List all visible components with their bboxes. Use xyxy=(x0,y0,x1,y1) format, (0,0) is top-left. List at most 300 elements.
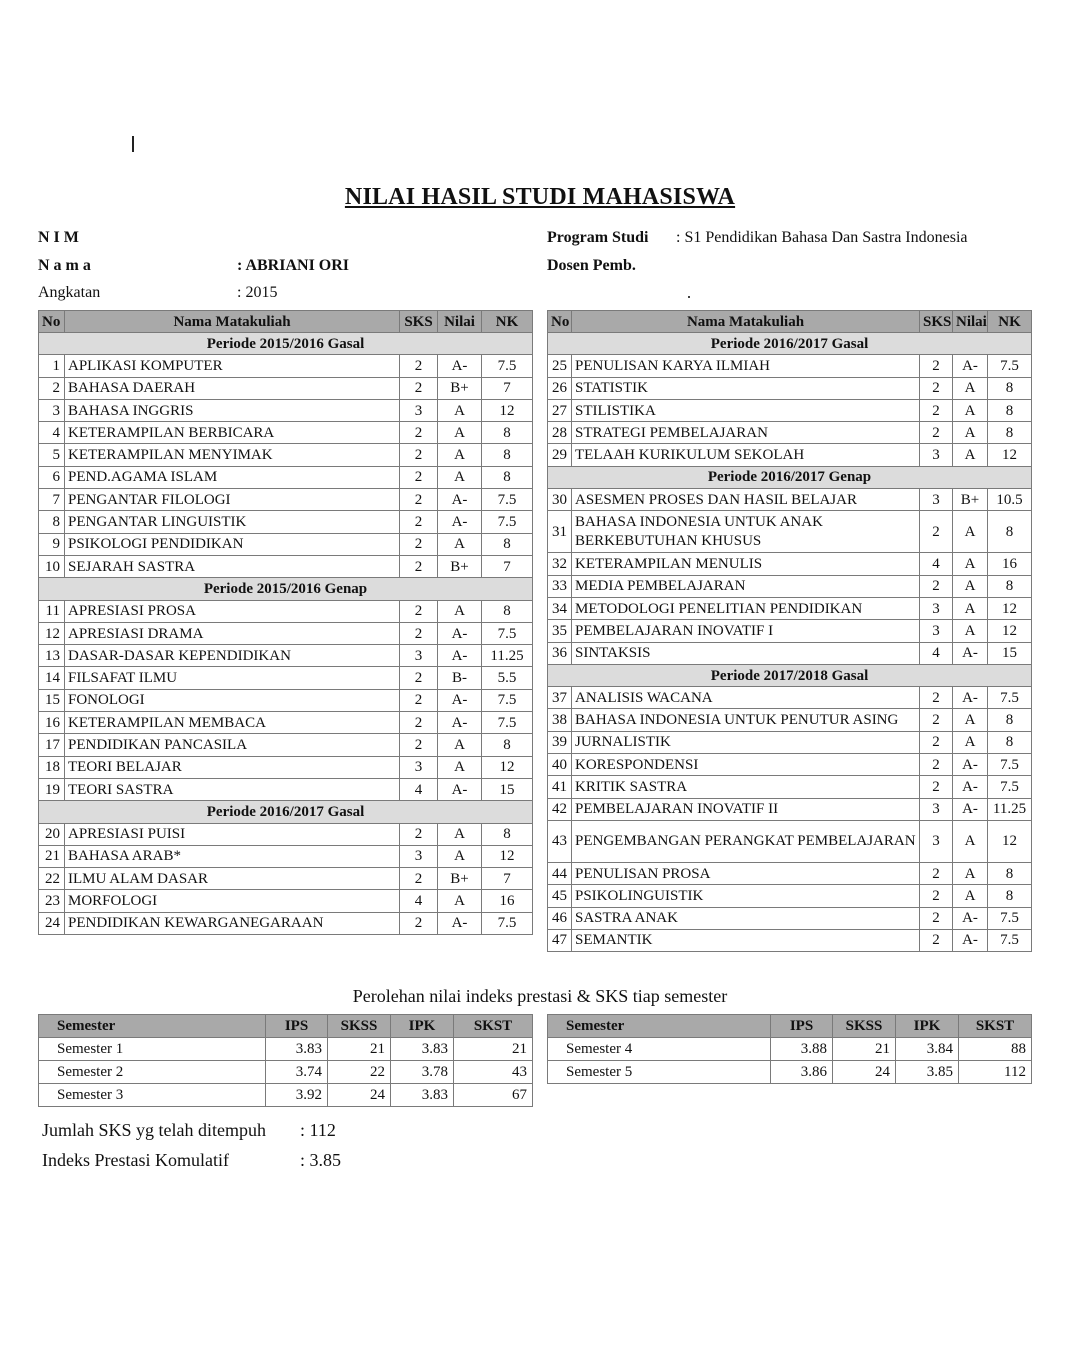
semester-skst: 21 xyxy=(454,1038,533,1061)
course-name: KETERAMPILAN MENYIMAK xyxy=(65,444,400,466)
semester-skss: 22 xyxy=(328,1061,391,1084)
course-name: SEMANTIK xyxy=(572,929,920,951)
course-name: APRESIASI PROSA xyxy=(65,600,400,622)
course-nk: 8 xyxy=(988,422,1032,444)
course-nilai: B- xyxy=(438,667,482,689)
course-nilai: A- xyxy=(953,929,988,951)
grades-table-left xyxy=(38,310,533,935)
course-row xyxy=(548,776,1032,798)
period-row xyxy=(548,466,1032,488)
course-sks: 2 xyxy=(920,754,953,776)
course-row xyxy=(39,868,533,890)
course-row xyxy=(39,555,533,577)
nama-value: : ABRIANI ORI xyxy=(237,257,350,274)
semester-ipk: 3.83 xyxy=(391,1038,454,1061)
course-name: BAHASA ARAB* xyxy=(65,845,400,867)
course-no: 35 xyxy=(548,620,572,642)
course-sks: 3 xyxy=(400,756,438,778)
semester-ipk: 3.78 xyxy=(391,1061,454,1084)
semester-row xyxy=(39,1061,533,1084)
semester-name: Semester 4 xyxy=(548,1038,771,1061)
course-no: 24 xyxy=(39,912,65,934)
semester-ips: 3.74 xyxy=(266,1061,328,1084)
header-name: Nama Matakuliah xyxy=(65,311,400,333)
course-sks: 2 xyxy=(400,712,438,734)
course-nilai: A- xyxy=(953,642,988,664)
course-name: STATISTIK xyxy=(572,377,920,399)
semester-skss: 24 xyxy=(328,1084,391,1107)
course-row xyxy=(548,885,1032,907)
course-nk: 11.25 xyxy=(482,645,533,667)
semester-table-left xyxy=(38,1014,533,1107)
course-sks: 2 xyxy=(920,929,953,951)
course-sks: 3 xyxy=(920,597,953,619)
top-band xyxy=(0,0,1080,135)
course-nilai: A- xyxy=(438,712,482,734)
course-sks: 2 xyxy=(920,355,953,377)
header-no: No xyxy=(548,311,572,333)
course-sks: 2 xyxy=(400,444,438,466)
course-name: APRESIASI PUISI xyxy=(65,823,400,845)
course-nilai: A xyxy=(953,620,988,642)
course-no: 37 xyxy=(548,687,572,709)
course-name: PSIKOLINGUISTIK xyxy=(572,885,920,907)
course-nilai: A xyxy=(438,399,482,421)
course-no: 6 xyxy=(39,466,65,488)
course-name: PSIKOLOGI PENDIDIKAN xyxy=(65,533,400,555)
semester-ipk: 3.83 xyxy=(391,1084,454,1107)
course-no: 2 xyxy=(39,377,65,399)
course-nk: 7.5 xyxy=(988,907,1032,929)
course-name: TEORI BELAJAR xyxy=(65,756,400,778)
course-name: BAHASA INGGRIS xyxy=(65,399,400,421)
course-sks: 2 xyxy=(920,885,953,907)
course-no: 3 xyxy=(39,399,65,421)
semester-header-row xyxy=(39,1015,533,1038)
header-skss: SKSS xyxy=(833,1015,896,1038)
header-skss: SKSS xyxy=(328,1015,391,1038)
course-nilai: A xyxy=(953,885,988,907)
course-no: 9 xyxy=(39,533,65,555)
course-name: SASTRA ANAK xyxy=(572,907,920,929)
course-sks: 2 xyxy=(920,709,953,731)
course-nilai: A- xyxy=(953,907,988,929)
course-row xyxy=(39,422,533,444)
semester-ipk: 3.85 xyxy=(896,1061,959,1084)
course-nilai: A xyxy=(438,466,482,488)
course-no: 12 xyxy=(39,622,65,644)
course-nilai: A xyxy=(438,600,482,622)
course-name: TEORI SASTRA xyxy=(65,778,400,800)
header-skst: SKST xyxy=(454,1015,533,1038)
period-row xyxy=(548,333,1032,355)
course-name: PENDIDIKAN KEWARGANEGARAAN xyxy=(65,912,400,934)
course-nk: 8 xyxy=(482,466,533,488)
course-row xyxy=(39,823,533,845)
course-nk: 12 xyxy=(988,597,1032,619)
semester-ips: 3.88 xyxy=(771,1038,833,1061)
course-sks: 3 xyxy=(920,489,953,511)
course-nk: 12 xyxy=(482,845,533,867)
course-row xyxy=(39,377,533,399)
course-nilai: A xyxy=(953,511,988,553)
course-row xyxy=(39,489,533,511)
course-nk: 11.25 xyxy=(988,798,1032,820)
course-sks: 2 xyxy=(400,511,438,533)
course-sks: 3 xyxy=(920,620,953,642)
course-sks: 2 xyxy=(920,776,953,798)
course-nk: 12 xyxy=(482,399,533,421)
semester-table-right xyxy=(547,1014,1032,1084)
course-no: 16 xyxy=(39,712,65,734)
course-sks: 4 xyxy=(920,642,953,664)
semester-ips: 3.83 xyxy=(266,1038,328,1061)
course-row xyxy=(548,620,1032,642)
course-name: BAHASA DAERAH xyxy=(65,377,400,399)
course-no: 13 xyxy=(39,645,65,667)
course-sks: 2 xyxy=(920,687,953,709)
semester-ipk: 3.84 xyxy=(896,1038,959,1061)
course-sks: 2 xyxy=(400,667,438,689)
course-no: 7 xyxy=(39,489,65,511)
course-row xyxy=(548,597,1032,619)
course-row xyxy=(39,399,533,421)
course-sks: 2 xyxy=(400,622,438,644)
course-row xyxy=(39,533,533,555)
course-no: 44 xyxy=(548,862,572,884)
course-name: KETERAMPILAN MENULIS xyxy=(572,553,920,575)
course-nilai: A- xyxy=(438,645,482,667)
period-label: Periode 2017/2018 Gasal xyxy=(548,664,1032,686)
course-row xyxy=(39,912,533,934)
course-sks: 3 xyxy=(400,399,438,421)
course-sks: 2 xyxy=(400,466,438,488)
course-nk: 8 xyxy=(988,377,1032,399)
course-no: 15 xyxy=(39,689,65,711)
header-ipk: IPK xyxy=(896,1015,959,1038)
course-nilai: A xyxy=(953,820,988,862)
course-row xyxy=(548,553,1032,575)
semester-skss: 21 xyxy=(833,1038,896,1061)
course-nk: 8 xyxy=(482,823,533,845)
course-nk: 7.5 xyxy=(482,355,533,377)
course-nilai: B+ xyxy=(953,489,988,511)
prodi-label: Program Studi xyxy=(547,229,649,246)
course-nk: 8 xyxy=(988,575,1032,597)
course-nk: 8 xyxy=(988,885,1032,907)
prodi-value: : S1 Pendidikan Bahasa Dan Sastra Indonesia xyxy=(676,229,968,246)
semester-name: Semester 3 xyxy=(39,1084,266,1107)
course-sks: 3 xyxy=(920,444,953,466)
course-name: PEMBELAJARAN INOVATIF I xyxy=(572,620,920,642)
course-name: KORESPONDENSI xyxy=(572,754,920,776)
course-nk: 8 xyxy=(482,444,533,466)
course-sks: 2 xyxy=(920,575,953,597)
course-nk: 7.5 xyxy=(988,929,1032,951)
course-sks: 2 xyxy=(400,377,438,399)
course-sks: 2 xyxy=(920,731,953,753)
course-name: TELAAH KURIKULUM SEKOLAH xyxy=(572,444,920,466)
course-nilai: A- xyxy=(438,511,482,533)
course-sks: 2 xyxy=(920,377,953,399)
semester-name: Semester 1 xyxy=(39,1038,266,1061)
course-nk: 8 xyxy=(482,600,533,622)
course-row xyxy=(548,575,1032,597)
course-no: 17 xyxy=(39,734,65,756)
course-no: 10 xyxy=(39,555,65,577)
course-nilai: A xyxy=(438,734,482,756)
header-nk: NK xyxy=(482,311,533,333)
course-row xyxy=(39,890,533,912)
course-no: 18 xyxy=(39,756,65,778)
course-row xyxy=(548,687,1032,709)
semester-skss: 21 xyxy=(328,1038,391,1061)
course-no: 38 xyxy=(548,709,572,731)
course-nilai: A xyxy=(438,845,482,867)
course-nilai: A xyxy=(953,553,988,575)
course-name: PEMBELAJARAN INOVATIF II xyxy=(572,798,920,820)
semester-skst: 88 xyxy=(959,1038,1032,1061)
semester-skst: 43 xyxy=(454,1061,533,1084)
course-nk: 16 xyxy=(988,553,1032,575)
semester-ips: 3.86 xyxy=(771,1061,833,1084)
course-name: FILSAFAT ILMU xyxy=(65,667,400,689)
course-nk: 10.5 xyxy=(988,489,1032,511)
course-name: ILMU ALAM DASAR xyxy=(65,868,400,890)
course-nk: 5.5 xyxy=(482,667,533,689)
course-no: 33 xyxy=(548,575,572,597)
course-sks: 4 xyxy=(400,890,438,912)
semester-ips: 3.92 xyxy=(266,1084,328,1107)
course-nilai: A xyxy=(438,533,482,555)
course-no: 5 xyxy=(39,444,65,466)
course-nilai: A- xyxy=(953,798,988,820)
course-row xyxy=(548,862,1032,884)
course-row xyxy=(39,444,533,466)
course-sks: 2 xyxy=(920,422,953,444)
course-row xyxy=(39,845,533,867)
course-name: APRESIASI DRAMA xyxy=(65,622,400,644)
course-nk: 7.5 xyxy=(988,355,1032,377)
course-no: 23 xyxy=(39,890,65,912)
course-nilai: A- xyxy=(438,489,482,511)
period-label: Periode 2016/2017 Genap xyxy=(548,466,1032,488)
course-nilai: A- xyxy=(438,778,482,800)
header-ips: IPS xyxy=(266,1015,328,1038)
course-nilai: A xyxy=(953,709,988,731)
course-row xyxy=(548,754,1032,776)
header-sks: SKS xyxy=(920,311,953,333)
course-no: 45 xyxy=(548,885,572,907)
text-cursor-icon xyxy=(132,136,134,152)
course-no: 32 xyxy=(548,553,572,575)
course-no: 11 xyxy=(39,600,65,622)
course-nilai: A- xyxy=(953,776,988,798)
course-sks: 4 xyxy=(920,553,953,575)
course-sks: 2 xyxy=(400,555,438,577)
course-nk: 8 xyxy=(988,511,1032,553)
course-nilai: A xyxy=(953,575,988,597)
course-name: SEJARAH SASTRA xyxy=(65,555,400,577)
course-no: 47 xyxy=(548,929,572,951)
course-row xyxy=(39,778,533,800)
course-nk: 7 xyxy=(482,377,533,399)
course-nk: 7.5 xyxy=(988,687,1032,709)
course-sks: 2 xyxy=(920,907,953,929)
course-row xyxy=(548,355,1032,377)
course-no: 25 xyxy=(548,355,572,377)
course-row xyxy=(548,422,1032,444)
stray-dot xyxy=(688,296,690,298)
course-row xyxy=(39,600,533,622)
course-name: SINTAKSIS xyxy=(572,642,920,664)
semester-name: Semester 2 xyxy=(39,1061,266,1084)
course-nilai: A xyxy=(953,399,988,421)
course-name: BAHASA INDONESIA UNTUK PENUTUR ASING xyxy=(572,709,920,731)
course-row xyxy=(548,731,1032,753)
semester-skst: 67 xyxy=(454,1084,533,1107)
total-sks-label: Jumlah SKS yg telah ditempuh xyxy=(42,1120,266,1140)
course-name: ANALISIS WACANA xyxy=(572,687,920,709)
course-no: 21 xyxy=(39,845,65,867)
header-ipk: IPK xyxy=(391,1015,454,1038)
course-name: PEND.AGAMA ISLAM xyxy=(65,466,400,488)
course-row xyxy=(39,756,533,778)
course-no: 46 xyxy=(548,907,572,929)
course-no: 27 xyxy=(548,399,572,421)
course-no: 22 xyxy=(39,868,65,890)
course-sks: 3 xyxy=(920,798,953,820)
course-sks: 3 xyxy=(400,645,438,667)
course-no: 40 xyxy=(548,754,572,776)
period-row xyxy=(39,333,533,355)
course-name: BAHASA INDONESIA UNTUK ANAK BERKEBUTUHAN KHUSUS xyxy=(572,511,920,553)
course-nilai: B+ xyxy=(438,868,482,890)
course-nilai: A xyxy=(438,890,482,912)
course-row xyxy=(39,466,533,488)
course-row xyxy=(39,645,533,667)
period-label: Periode 2016/2017 Gasal xyxy=(39,801,533,823)
page-title: NILAI HASIL STUDI MAHASISWA xyxy=(344,184,736,210)
course-row xyxy=(548,709,1032,731)
course-sks: 2 xyxy=(400,533,438,555)
course-nk: 8 xyxy=(482,734,533,756)
course-sks: 3 xyxy=(400,845,438,867)
course-nk: 12 xyxy=(988,444,1032,466)
ipk-label: Indeks Prestasi Komulatif xyxy=(42,1150,229,1170)
course-no: 41 xyxy=(548,776,572,798)
course-row xyxy=(548,377,1032,399)
course-sks: 3 xyxy=(920,820,953,862)
grades-header-row xyxy=(548,311,1032,333)
course-row xyxy=(39,712,533,734)
course-no: 8 xyxy=(39,511,65,533)
course-nilai: A- xyxy=(438,689,482,711)
course-name: ASESMEN PROSES DAN HASIL BELAJAR xyxy=(572,489,920,511)
course-nilai: A xyxy=(438,422,482,444)
course-nk: 7.5 xyxy=(482,689,533,711)
course-nk: 7.5 xyxy=(482,489,533,511)
header-nilai: Nilai xyxy=(953,311,988,333)
course-nk: 8 xyxy=(988,399,1032,421)
course-nk: 7.5 xyxy=(482,912,533,934)
course-nilai: A xyxy=(953,377,988,399)
header-name: Nama Matakuliah xyxy=(572,311,920,333)
semester-row xyxy=(39,1084,533,1107)
course-sks: 2 xyxy=(400,422,438,444)
course-row xyxy=(548,399,1032,421)
course-nk: 7.5 xyxy=(482,511,533,533)
course-nk: 12 xyxy=(482,756,533,778)
course-sks: 2 xyxy=(400,823,438,845)
course-nk: 8 xyxy=(482,422,533,444)
course-no: 34 xyxy=(548,597,572,619)
course-nk: 7.5 xyxy=(482,622,533,644)
course-sks: 2 xyxy=(400,734,438,756)
course-no: 42 xyxy=(548,798,572,820)
course-row xyxy=(548,511,1032,553)
header-nk: NK xyxy=(988,311,1032,333)
course-nilai: A xyxy=(953,597,988,619)
course-no: 31 xyxy=(548,511,572,553)
course-no: 20 xyxy=(39,823,65,845)
course-nk: 12 xyxy=(988,820,1032,862)
course-sks: 2 xyxy=(920,862,953,884)
course-name: PENDIDIKAN PANCASILA xyxy=(65,734,400,756)
course-row xyxy=(39,355,533,377)
course-nk: 7.5 xyxy=(482,712,533,734)
course-nilai: B+ xyxy=(438,377,482,399)
grades-header-row xyxy=(39,311,533,333)
angkatan-label: Angkatan xyxy=(38,284,101,301)
course-no: 26 xyxy=(548,377,572,399)
course-name: PENGEMBANGAN PERANGKAT PEMBELAJARAN xyxy=(572,820,920,862)
course-sks: 2 xyxy=(400,868,438,890)
course-name: METODOLOGI PENELITIAN PENDIDIKAN xyxy=(572,597,920,619)
course-row xyxy=(548,929,1032,951)
course-nilai: A xyxy=(438,823,482,845)
course-name: KRITIK SASTRA xyxy=(572,776,920,798)
course-name: MEDIA PEMBELAJARAN xyxy=(572,575,920,597)
course-nilai: B+ xyxy=(438,555,482,577)
course-no: 28 xyxy=(548,422,572,444)
course-no: 29 xyxy=(548,444,572,466)
course-row xyxy=(548,820,1032,862)
course-nk: 15 xyxy=(988,642,1032,664)
course-row xyxy=(548,489,1032,511)
course-name: KETERAMPILAN MEMBACA xyxy=(65,712,400,734)
period-row xyxy=(548,664,1032,686)
course-nilai: A- xyxy=(438,912,482,934)
course-row xyxy=(548,444,1032,466)
course-sks: 2 xyxy=(920,511,953,553)
course-name: MORFOLOGI xyxy=(65,890,400,912)
semester-skst: 112 xyxy=(959,1061,1032,1084)
course-nilai: A xyxy=(438,444,482,466)
course-nk: 7.5 xyxy=(988,776,1032,798)
course-name: FONOLOGI xyxy=(65,689,400,711)
ipk-value: : 3.85 xyxy=(300,1150,342,1170)
course-sks: 2 xyxy=(400,355,438,377)
course-nilai: A- xyxy=(438,622,482,644)
course-name: DASAR-DASAR KEPENDIDIKAN xyxy=(65,645,400,667)
semester-section-title: Perolehan nilai indeks prestasi & SKS tiap semester xyxy=(352,986,728,1006)
header-semester: Semester xyxy=(548,1015,771,1038)
course-row xyxy=(548,642,1032,664)
course-no: 30 xyxy=(548,489,572,511)
course-no: 39 xyxy=(548,731,572,753)
course-nilai: A xyxy=(953,444,988,466)
